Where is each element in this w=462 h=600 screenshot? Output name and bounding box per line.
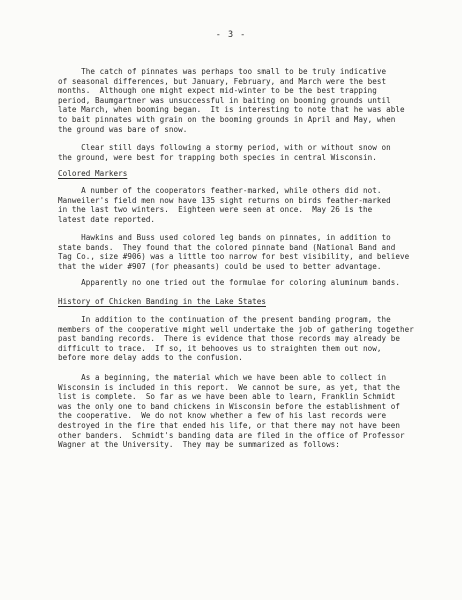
section-heading: History of Chicken Banding in the Lake States (58, 297, 266, 306)
text-line: the ground, were best for trapping both species in central Wisconsin. (58, 152, 377, 162)
text-line: state bands. They found that the colored pinnate band (National Band and (58, 242, 396, 252)
heading-history-of-banding (58, 297, 438, 307)
paragraph-seasonal-catch (58, 67, 438, 134)
text-line: was the only one to band chickens in Wisconsin before the establishment of (58, 401, 401, 411)
text-line: Apparently no one tried out the formulae for coloring aluminum bands. (58, 278, 401, 287)
text-line: latest date reported. (58, 214, 156, 224)
text-line: the ground was bare of snow. (58, 124, 188, 134)
text-line: late March, when booming began. It is interesting to note that he was able (58, 105, 405, 115)
page-number: - 3 - (215, 30, 247, 40)
text-line: to bait pinnates with grain on the booming grounds in April and May, when (58, 114, 396, 124)
text-line: other banders. Schmidt's banding data are filed in the office of Professor (58, 430, 405, 440)
text-line: destroyed in the fire that ended his life, or that there may not have been (58, 420, 401, 430)
text-line: list is complete. So far as we have been able to learn, Franklin Schmidt (58, 392, 396, 402)
text-line: the cooperative. We do not know whether a few of his last records were (58, 411, 387, 421)
text-line: A number of the cooperators feather-marked, while others did not. (58, 186, 382, 195)
text-line: In addition to the continuation of the present banding program, the (58, 315, 391, 324)
heading-colored-markers (58, 169, 438, 179)
text-line: As a beginning, the material which we have been able to collect in (58, 373, 387, 382)
text-line: Clear still days following a stormy period, with or without snow on (58, 143, 391, 152)
paragraph-wisconsin-material (58, 373, 438, 450)
paragraph-colored-leg-bands (58, 233, 438, 271)
paragraph-trapping-weather (58, 143, 438, 162)
text-line: past banding records. There is evidence that those records may already be (58, 334, 401, 344)
paragraph-feather-marking (58, 186, 438, 224)
text-line: members of the cooperative might well undertake the job of gathering together (58, 324, 414, 334)
text-line: Manweiler's field men now have 135 sight returns on birds feather-marked (58, 195, 391, 205)
text-line: Hawkins and Buss used colored leg bands on pinnates, in addition to (58, 233, 391, 242)
text-line: Wagner at the University. They may be summarized as follows: (58, 440, 340, 450)
text-line: months. Although one might expect mid-winter to be the best trapping (58, 86, 377, 96)
paragraph-aluminum-bands (58, 278, 438, 288)
text-line: Tag Co., size #906) was a little too narrow for best visibility, and believe (58, 252, 410, 262)
text-line: difficult to trace. If so, it behooves us to straighten them out now, (58, 343, 382, 353)
text-line: period, Baumgartner was unsuccessful in baiting on booming grounds until (58, 95, 391, 105)
text-line: in the last two winters. Eighteen were seen at once. May 26 is the (58, 205, 373, 215)
text-line: that the wider #907 (for pheasants) could be used to better advantage. (58, 261, 382, 271)
section-heading: Colored Markers (58, 169, 128, 178)
text-line: of seasonal differences, but January, February, and March were the best (58, 76, 387, 86)
text-line: before more delay adds to the confusion. (58, 353, 243, 363)
text-line: Wisconsin is included in this report. We cannot be sure, as yet, that the (58, 382, 401, 392)
text-line: The catch of pinnates was perhaps too small to be truly indicative (58, 67, 387, 76)
paragraph-past-records (58, 315, 438, 363)
